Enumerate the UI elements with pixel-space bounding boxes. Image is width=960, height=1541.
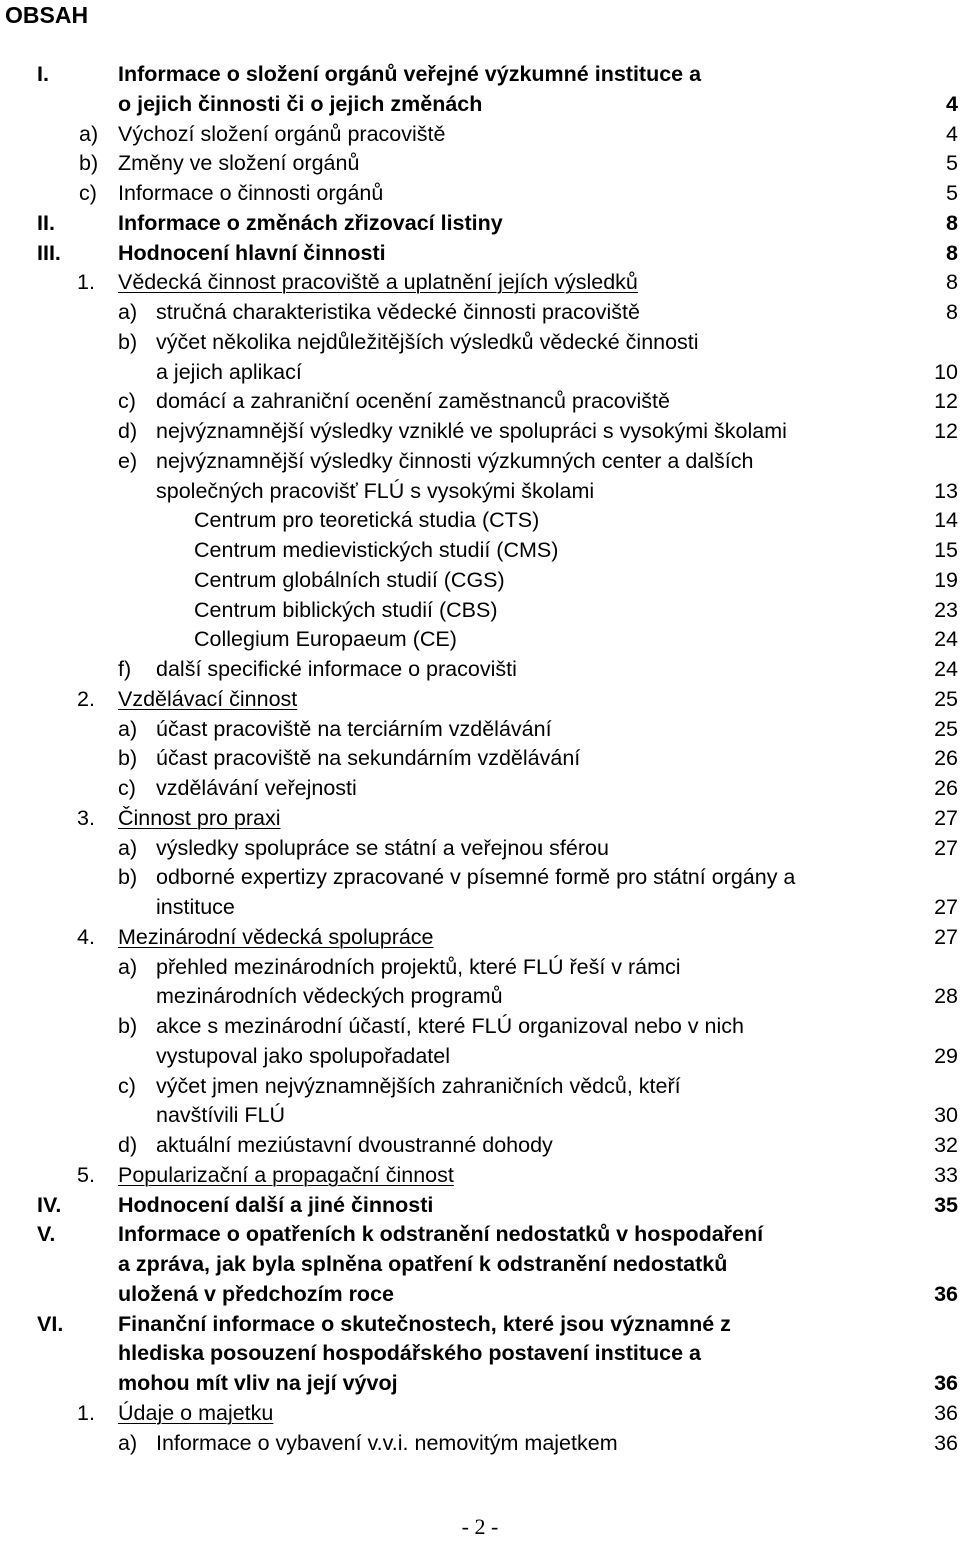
toc-entry	[0, 59, 960, 89]
toc-entry-label: d)	[118, 1133, 138, 1157]
toc-entry-page: 26	[934, 776, 958, 800]
toc-entry-page: 4	[946, 121, 958, 146]
toc-entry-page: 28	[934, 984, 958, 1009]
toc-entry	[0, 1041, 960, 1071]
toc-entry-page: 8	[946, 300, 958, 324]
toc-entry-page: 19	[934, 567, 958, 592]
toc-entry-page: 36	[934, 1400, 958, 1425]
toc-entry-title: výsledky spolupráce se státní a veřejnou sférou	[156, 835, 609, 860]
toc-entry-label: a)	[118, 835, 138, 860]
toc-entry-title: Změny ve složení orgánů	[118, 151, 360, 176]
toc-entry	[0, 1398, 960, 1428]
toc-entry-page: 24	[934, 627, 958, 652]
toc-entry-title: stručná charakteristika vědecké činnosti pracoviště	[156, 300, 640, 324]
toc-entry-title: Informace o změnách zřizovací listiny	[118, 210, 503, 235]
toc-entry	[0, 238, 960, 268]
toc-entry	[0, 327, 960, 357]
toc-entry-page: 14	[934, 508, 958, 533]
toc-entry-page: 25	[934, 716, 958, 741]
toc-entry-label: II.	[37, 210, 55, 235]
toc-entry-page: 29	[934, 1043, 958, 1068]
toc-entry-label: 5.	[77, 1162, 95, 1187]
toc-entry-title: účast pracoviště na terciárním vzdělávání	[156, 716, 552, 741]
toc-entry-page: 35	[934, 1192, 958, 1217]
toc-entry-label: I.	[37, 62, 49, 86]
toc-entry	[0, 833, 960, 863]
toc-entry	[0, 892, 960, 922]
toc-entry	[0, 89, 960, 119]
toc-entry	[0, 922, 960, 952]
toc-entry-page: 27	[934, 924, 958, 949]
toc-entry	[0, 773, 960, 803]
toc-entry-title: společných pracovišť FLÚ s vysokými školami	[156, 478, 595, 503]
toc-entry-title[interactable]: Vzdělávací činnost	[118, 686, 298, 711]
toc-entry	[0, 1190, 960, 1220]
toc-entry	[0, 952, 960, 982]
toc-entry	[0, 357, 960, 387]
toc-entry-title: účast pracoviště na sekundárním vzdělávání	[156, 746, 581, 771]
toc-entry-title: Informace o opatřeních k odstranění nedostatků v hospodaření	[118, 1222, 764, 1247]
toc-entry	[0, 1428, 960, 1458]
toc-entry-page: 30	[934, 1103, 958, 1128]
toc-entry-label: a)	[118, 1430, 138, 1455]
toc-entry-label: c)	[79, 181, 97, 205]
toc-entry-page: 36	[934, 1281, 958, 1306]
toc-entry-label: e)	[118, 448, 138, 473]
toc-entry	[0, 565, 960, 595]
toc-entry-page: 8	[946, 240, 958, 265]
toc-entry	[0, 1219, 960, 1249]
toc-entry-page: 36	[934, 1371, 958, 1395]
toc-entry-title: instituce	[156, 895, 235, 919]
toc-entry	[0, 119, 960, 149]
toc-entry-label: V.	[37, 1222, 56, 1247]
toc-entry	[0, 1279, 960, 1309]
document-title: OBSAH	[5, 2, 89, 28]
toc-entry-label: d)	[118, 419, 138, 443]
toc-entry-label: 4.	[77, 924, 95, 949]
toc-entry-title: vzdělávání veřejnosti	[156, 776, 357, 800]
toc-entry	[0, 416, 960, 446]
toc-entry-page: 32	[934, 1133, 958, 1157]
toc-entry	[0, 1249, 960, 1279]
toc-entry-title: Centrum biblických studií (CBS)	[194, 597, 498, 622]
toc-entry	[0, 505, 960, 535]
toc-entry-title: mohou mít vliv na její vývoj	[118, 1371, 398, 1395]
toc-entry-title: Informace o činnosti orgánů	[118, 181, 384, 205]
toc-entry	[0, 476, 960, 506]
toc-entry-title: výčet několika nejdůležitějších výsledků vědecké činnosti	[156, 329, 699, 354]
toc-entry-title: Finanční informace o skutečnostech, které jsou významné z	[118, 1311, 731, 1336]
toc-entry	[0, 1309, 960, 1339]
toc-entry-label: c)	[118, 776, 136, 800]
toc-entry-page: 23	[934, 597, 958, 622]
toc-entry-title[interactable]: Vědecká činnost pracoviště a uplatnění jejích výsledků	[118, 270, 638, 295]
toc-entry	[0, 595, 960, 625]
toc-entry-page: 27	[934, 895, 958, 919]
toc-entry-label: a)	[118, 716, 138, 741]
toc-entry	[0, 654, 960, 684]
toc-entry-title: hlediska posouzení hospodářského postavení instituce a	[118, 1341, 702, 1366]
toc-entry	[0, 446, 960, 476]
toc-entry-label: III.	[37, 240, 61, 265]
toc-entry	[0, 1100, 960, 1130]
toc-entry-title: vystupoval jako spolupořadatel	[156, 1043, 451, 1068]
toc-entry	[0, 178, 960, 208]
toc-entry-page: 8	[946, 210, 958, 235]
toc-entry	[0, 1338, 960, 1368]
page-number-footer: - 2 -	[461, 1514, 499, 1539]
toc-entry-page: 10	[934, 359, 958, 384]
toc-entry-page: 27	[934, 835, 958, 860]
toc-entry	[0, 1368, 960, 1398]
toc-entry-label: a)	[79, 121, 99, 146]
toc-entry-title[interactable]: Popularizační a propagační činnost	[118, 1162, 454, 1187]
toc-entry	[0, 1011, 960, 1041]
toc-entry-title: navštívili FLÚ	[156, 1103, 286, 1128]
toc-entry-title: a jejich aplikací	[156, 359, 302, 384]
toc-entry-title: mezinárodních vědeckých programů	[156, 984, 503, 1009]
toc-entry	[0, 148, 960, 178]
toc-entry-label: 3.	[77, 805, 95, 830]
toc-entry-page: 25	[934, 686, 958, 711]
toc-entry	[0, 386, 960, 416]
toc-entry-page: 26	[934, 746, 958, 771]
toc-entry-label: VI.	[37, 1311, 64, 1336]
toc-entry-label: b)	[118, 1014, 138, 1038]
toc-entry-title: domácí a zahraniční ocenění zaměstnanců pracoviště	[156, 389, 670, 414]
toc-entry-title: Výchozí složení orgánů pracoviště	[118, 121, 446, 146]
toc-entry	[0, 1160, 960, 1190]
toc-entry-title: nejvýznamnější výsledky vzniklé ve spolupráci s vysokými školami	[156, 419, 787, 443]
toc-entry-title: výčet jmen nejvýznamnějších zahraničních vědců, kteří	[156, 1073, 681, 1098]
toc-entry-title: akce s mezinárodní účastí, které FLÚ organizoval nebo v nich	[156, 1014, 744, 1038]
toc-entry-page: 13	[934, 478, 958, 503]
toc-entry-title: uložená v předchozím roce	[118, 1281, 394, 1306]
toc-entry-label: 2.	[77, 686, 95, 711]
toc-entry-page: 5	[946, 181, 958, 205]
toc-entry-page: 27	[934, 805, 958, 830]
toc-entry	[0, 981, 960, 1011]
toc-entry-page: 33	[934, 1162, 958, 1187]
toc-entry-label: a)	[118, 300, 138, 324]
toc-entry-label: b)	[118, 865, 138, 890]
toc-entry-page: 36	[934, 1430, 958, 1455]
toc-entry	[0, 535, 960, 565]
toc-entry-title[interactable]: Údaje o majetku	[118, 1400, 274, 1425]
toc-entry-title: a zpráva, jak byla splněna opatření k odstranění nedostatků	[118, 1252, 728, 1276]
toc-entry	[0, 624, 960, 654]
toc-entry-page: 8	[946, 270, 958, 295]
toc-entry	[0, 267, 960, 297]
toc-entry-title: odborné expertizy zpracované v písemné formě pro státní orgány a	[156, 865, 796, 890]
toc-entry	[0, 803, 960, 833]
toc-entry-label: c)	[118, 389, 136, 414]
toc-entry-title: Centrum globálních studií (CGS)	[194, 567, 505, 592]
toc-entry-title: další specifické informace o pracovišti	[156, 657, 517, 681]
toc-entry-page: 15	[934, 538, 958, 562]
toc-entry-label: b)	[118, 329, 138, 354]
toc-entry-label: 1.	[77, 270, 95, 295]
toc-entry	[0, 684, 960, 714]
toc-entry-label: 1.	[77, 1400, 95, 1425]
toc-entry	[0, 862, 960, 892]
toc-entry-title: Centrum pro teoretická studia (CTS)	[194, 508, 540, 533]
toc-entry-label: b)	[79, 151, 99, 176]
toc-entry-title: Centrum medievistických studií (CMS)	[194, 538, 559, 562]
toc-entry-page: 5	[946, 151, 958, 176]
toc-entry	[0, 1130, 960, 1160]
toc-entry-title: o jejich činnosti či o jejich změnách	[118, 91, 483, 116]
toc-entry-label: IV.	[37, 1192, 62, 1217]
toc-entry	[0, 743, 960, 773]
toc-entry-page: 12	[934, 419, 958, 443]
toc-entry-label: b)	[118, 746, 138, 771]
toc-entry-title: přehled mezinárodních projektů, které FLÚ řeší v rámci	[156, 954, 681, 979]
toc-entry-page: 24	[934, 657, 958, 681]
toc-entry-title: Collegium Europaeum (CE)	[194, 627, 457, 652]
toc-entry	[0, 297, 960, 327]
toc-entry-title: Hodnocení další a jiné činnosti	[118, 1192, 434, 1217]
toc-entry-title[interactable]: Mezinárodní vědecká spolupráce	[118, 924, 434, 949]
toc-entry-title: nejvýznamnější výsledky činnosti výzkumných center a dalších	[156, 448, 754, 473]
toc-entry-title: Informace o vybavení v.v.i. nemovitým majetkem	[156, 1430, 618, 1455]
toc-entry-title: Informace o složení orgánů veřejné výzkumné instituce a	[118, 62, 702, 86]
toc-entry-label: a)	[118, 954, 138, 979]
toc-entry-title[interactable]: Činnost pro praxi	[118, 805, 281, 830]
toc-entry-title: Hodnocení hlavní činnosti	[118, 240, 386, 265]
toc-entry	[0, 714, 960, 744]
toc-entry-page: 12	[934, 389, 958, 414]
toc-entry	[0, 1071, 960, 1101]
toc-entry-label: f)	[118, 657, 132, 681]
toc-entry	[0, 208, 960, 238]
toc-entry-page: 4	[946, 91, 958, 116]
toc-entry-label: c)	[118, 1073, 136, 1098]
toc-entry-title: aktuální meziústavní dvoustranné dohody	[156, 1133, 553, 1157]
